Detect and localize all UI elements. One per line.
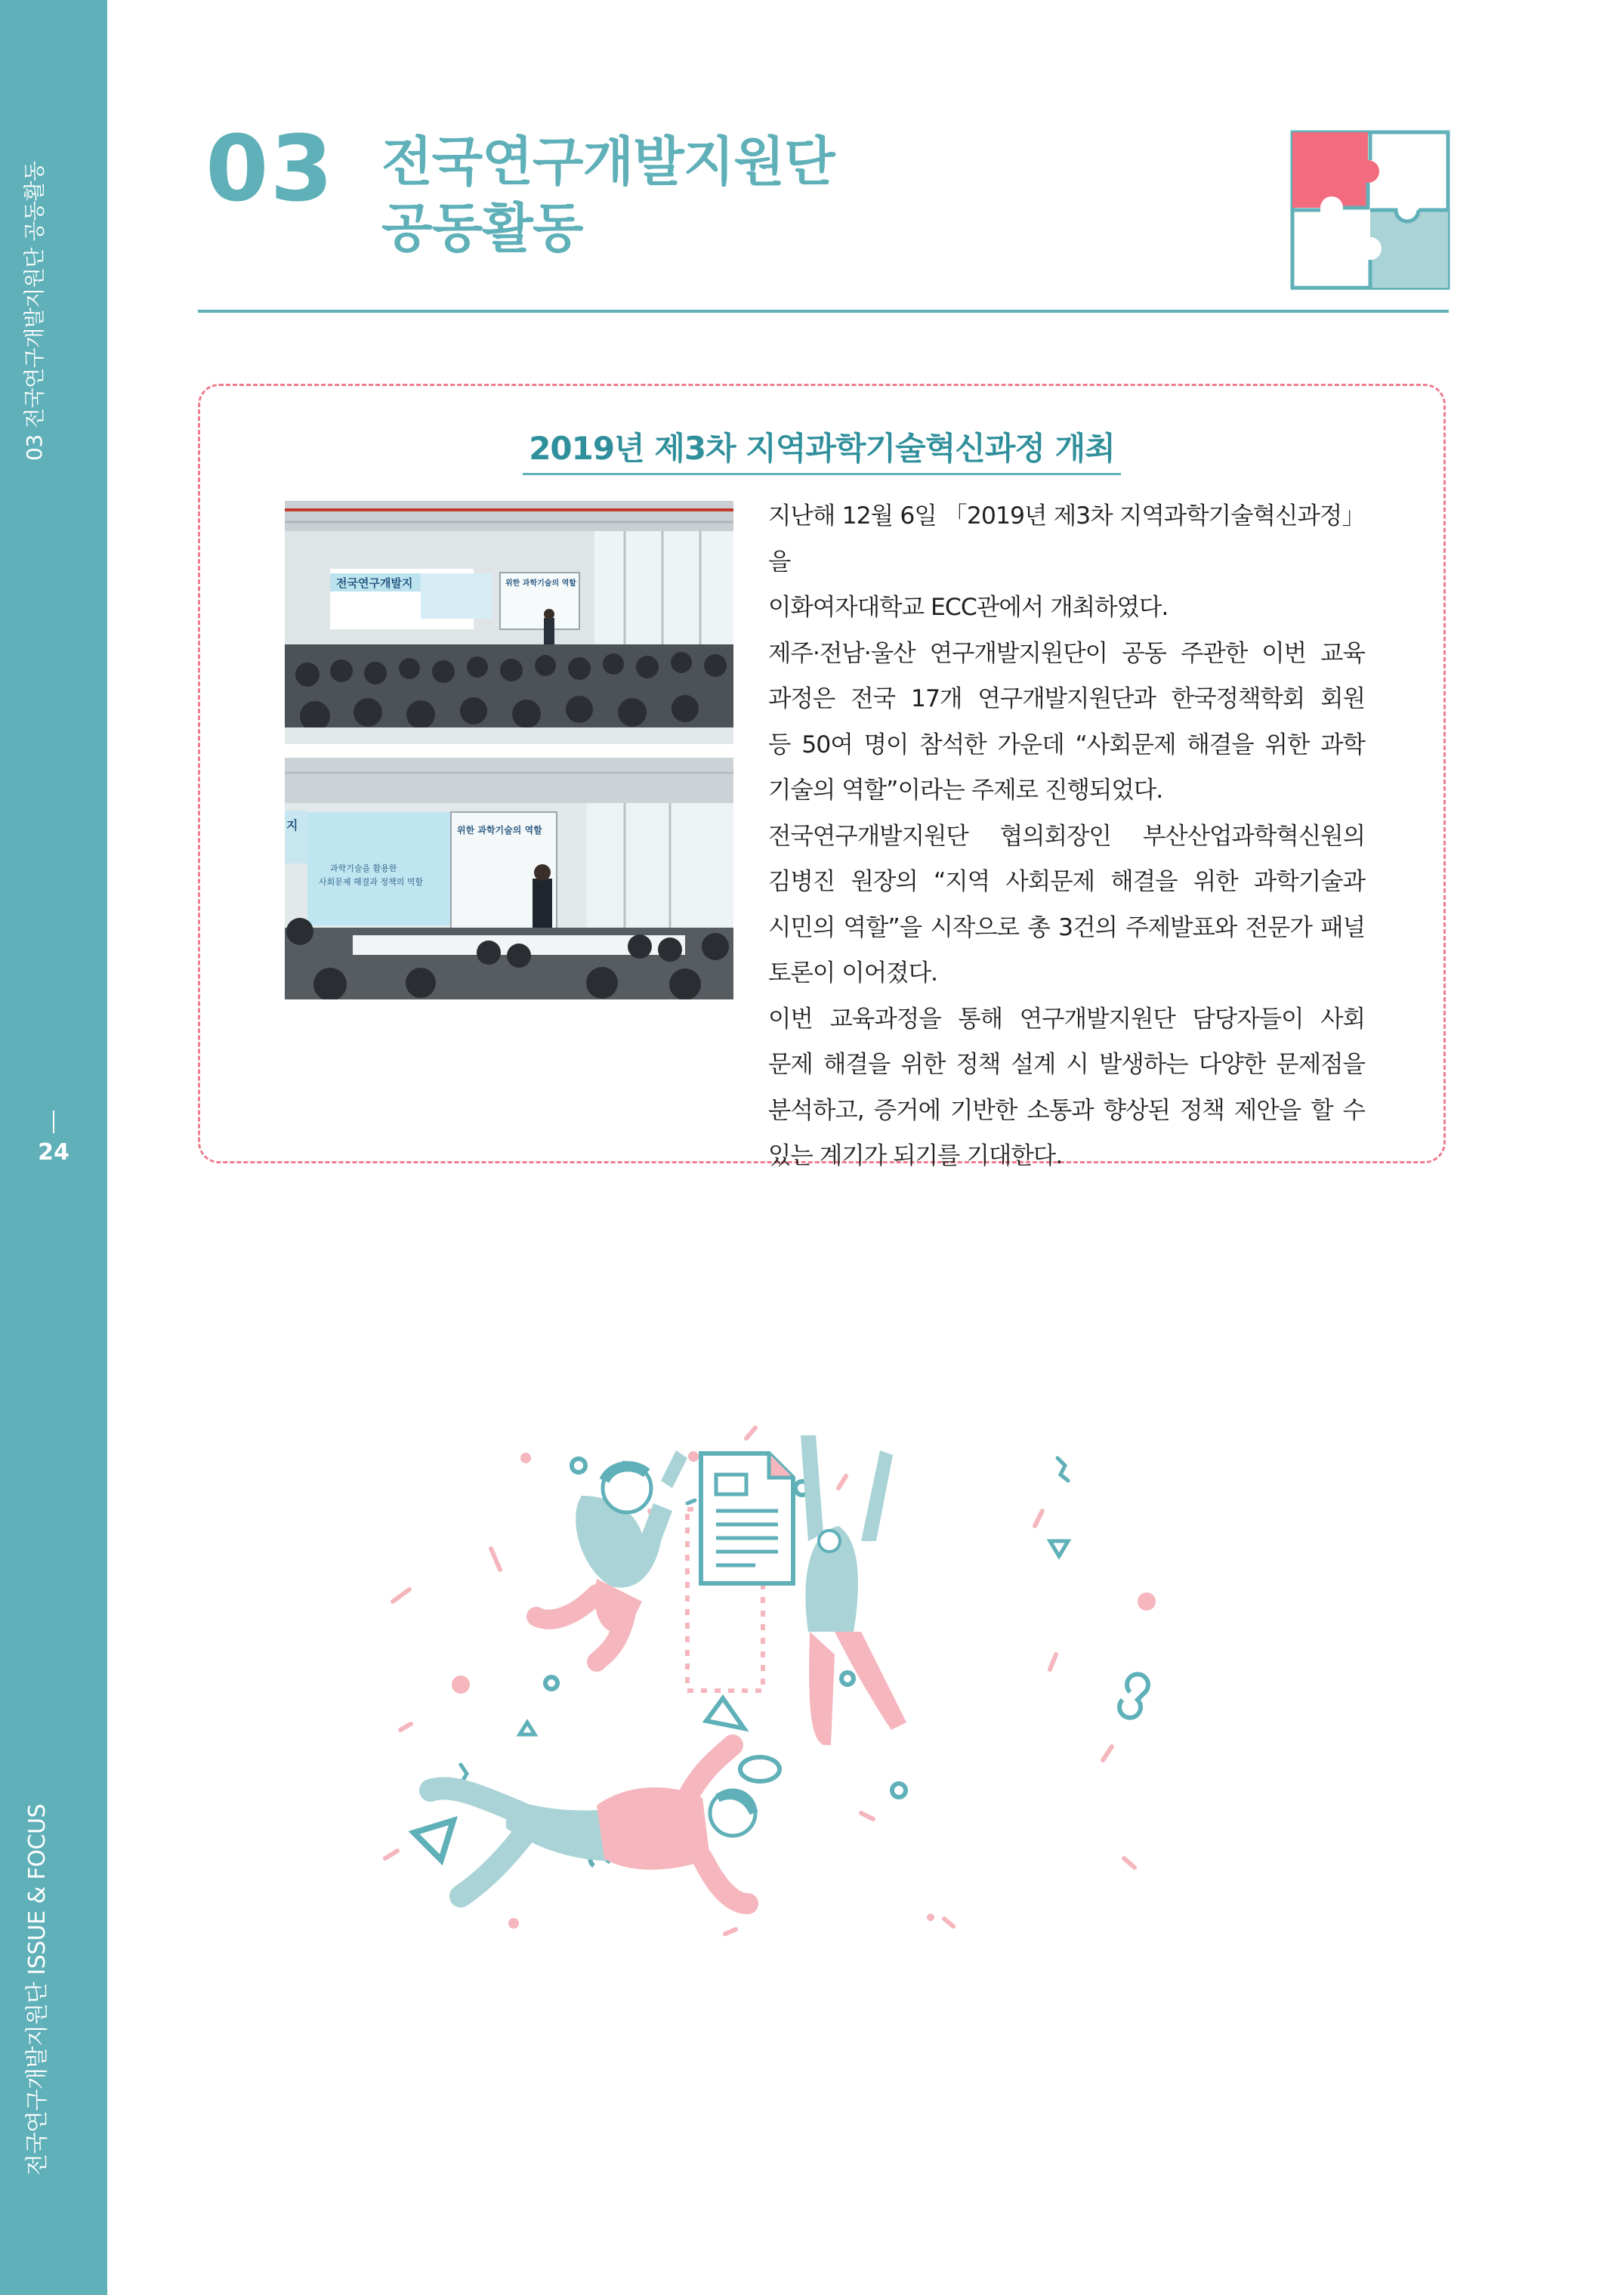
body-line: 김병진 원장의 “지역 사회문제 해결을 위한 과학기술과 (768, 868, 1365, 895)
photo2-screen-line2: 사회문제 해결과 정책의 역할 (319, 877, 424, 887)
body-line: 시민의 역할”을 시작으로 총 3건의 주제발표와 전문가 패널 (768, 913, 1365, 941)
body-line: 등 50여 명이 참석한 가운데 “사회문제 해결을 위한 과학 (768, 731, 1365, 758)
body-line: 기술의 역할”이라는 주제로 진행되었다. (768, 777, 1163, 804)
body-line: 분석하고, 증거에 기반한 소통과 향상된 정책 제안을 할 수 (768, 1096, 1365, 1124)
photo1-banner-right: 위한 과학기술의 역할 (505, 579, 576, 588)
body-line: 과정은 전국 17개 연구개발지원단과 한국정책학회 회원 (768, 685, 1365, 712)
section-number: 03 (205, 117, 335, 222)
section-title-line2: 공동활동 (381, 197, 583, 259)
header-divider (198, 310, 1449, 313)
celebration-illustration (279, 1405, 1337, 1979)
sidebar-section-label: 03 전국연구개발지원단 공동활동 (22, 161, 47, 461)
photo2-banner-left: 지 (286, 818, 298, 832)
section-title (381, 128, 835, 261)
body-line: 이번 교육과정을 통해 연구개발지원단 담당자들이 사회 (768, 1005, 1365, 1033)
sidebar-divider (53, 1110, 54, 1133)
photo2-screen-line1: 과학기술을 활용한 (330, 863, 397, 873)
article-box (198, 384, 1446, 1169)
body-line: 토론이 이어졌다. (768, 959, 938, 987)
article-title (200, 424, 1443, 469)
section-title-line1: 전국연구개발지원단 (381, 131, 835, 193)
sidebar-publication-label: 전국연구개발지원단 ISSUE & FOCUS (24, 1804, 51, 2176)
photo1-banner-left: 전국연구개발지 (336, 576, 413, 590)
sidebar (0, 0, 107, 2295)
body-line: 제주·전남·울산 연구개발지원단이 공동 주관한 이번 교육 (768, 639, 1365, 667)
body-line: 지난해 12월 6일 「2019년 제3차 지역과학기술혁신과정」을 (768, 502, 1365, 576)
body-line: 있는 계기가 되기를 기대한다. (768, 1142, 1063, 1169)
article-body (768, 493, 1365, 1179)
article-title-text: 2019년 제3차 지역과학기술혁신과정 개최 (523, 430, 1121, 475)
seminar-photo-1 (285, 501, 733, 744)
puzzle-icon (1290, 130, 1450, 290)
page-number: 24 (38, 1139, 69, 1166)
body-line: 전국연구개발지원단 협의회장인 부산산업과학혁신원의 (768, 822, 1365, 850)
body-line: 문제 해결을 위한 정책 설계 시 발생하는 다양한 문제점을 (768, 1051, 1365, 1078)
seminar-photo-2 (285, 758, 733, 999)
body-line: 이화여자대학교 ECC관에서 개최하였다. (768, 594, 1169, 621)
photo2-banner-right: 위한 과학기술의 역할 (457, 825, 542, 836)
